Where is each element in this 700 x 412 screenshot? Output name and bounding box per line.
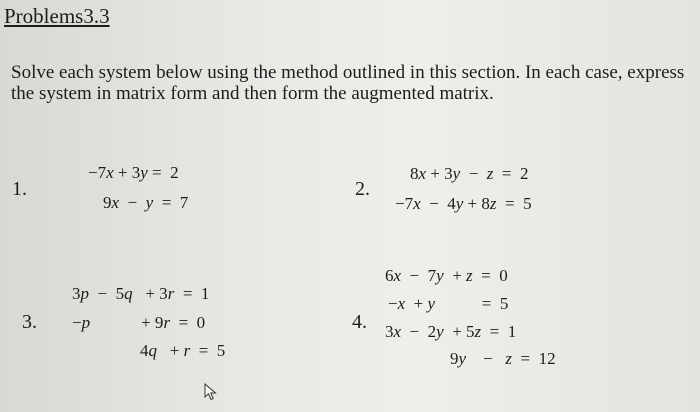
equation: −x + y = 5 [388, 294, 509, 313]
equation: 6x − 7y + z = 0 [385, 266, 508, 285]
equation: −7x + 3y = 2 [88, 163, 179, 182]
equation: 9y − z = 12 [450, 349, 556, 368]
equation: 8x + 3y − z = 2 [410, 164, 529, 183]
equation: −p + 9r = 0 [72, 313, 206, 332]
mouse-pointer-icon [204, 383, 218, 401]
equation: 3p − 5q + 3r = 1 [72, 284, 210, 303]
equation: 4q + r = 5 [140, 341, 226, 360]
problem-number: 3. [22, 311, 37, 333]
problem-number: 1. [12, 178, 27, 200]
page-title: Problems3.3 [4, 4, 110, 28]
problem-number: 4. [352, 311, 367, 333]
equation: −7x − 4y + 8z = 5 [395, 194, 532, 213]
equation: 3x − 2y + 5z = 1 [385, 322, 517, 341]
problem-number: 2. [355, 178, 370, 200]
instructions-text: Solve each system below using the method outlined in this section. In each case, express the system in matrix form and then form the augmented matrix. [11, 62, 685, 104]
equation: 9x − y = 7 [103, 193, 189, 212]
